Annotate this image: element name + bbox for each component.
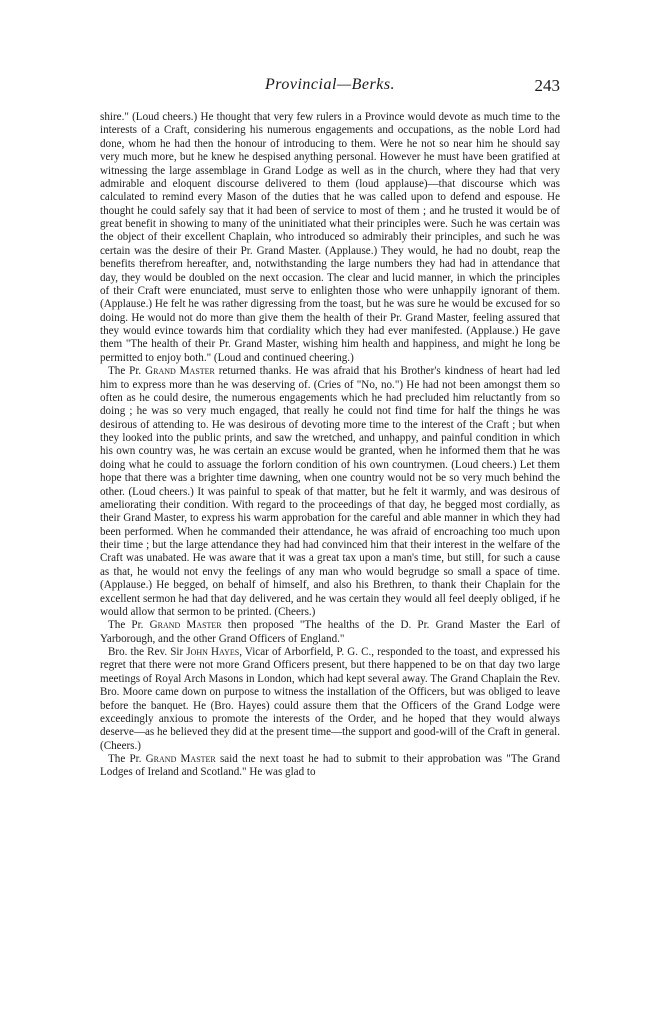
running-title: Provincial—Berks. [264, 76, 396, 93]
paragraph-4 [100, 646, 560, 753]
paragraph-1-text: shire." (Loud cheers.) He thought that very few rulers in a Province would devote as much time to the interests of a Craft, considering his numerous engagements and occupations, as the noble Lord had done, whom he had then the honour of introducing to them. Were he not so near him he should say very much more, but he knew he despised anything personal. However he must have been gratified at witnessing the large assemblage in Grand Lodge as well as in the church, where they had that very admirable and eloquent discourse delivered to them (loud applause)—that discourse which was calculated to remind every Mason of the duties that he was called upon to defend and espouse. He thought he could safely say that it had been of service to most of them ; and he trusted it would be of great benefit in showing to many of the uninitiated what their principles were. Such he was certain was the object of their excellent Chaplain, who introduced so admirably their principles, and such he was certain was the desire of their Pr. Grand Master. (Applause.) They would, he had no doubt, reap the benefits therefrom hereafter, and, notwithstanding the large numbers they had had in attendance that day, they would be doubled on the next occasion. The clear and lucid manner, in which the principles of their Craft were enunciated, must serve to enlighten those who were unhappily ignorant of them. (Applause.) He felt he was rather digressing from the toast, but he was sure he would be excused for so doing. He would not do more than give them the health of their Pr. Grand Master, feeling assured that they would evince towards him that cordiality which they had ever manifested. (Applause.) He gave them "The health of their Pr. Grand Master, wishing him health and happiness, and might he long be permitted to enjoy both." (Loud and continued cheering.) [100, 111, 560, 364]
paragraph-5 [100, 753, 560, 780]
paragraph-4-lead: Bro. the Rev. Sir [108, 646, 187, 658]
page-number: 243 [534, 76, 560, 95]
paragraph-5-text: said the next toast he had to submit to their approbation was "The Grand Lodges of Ireland and Scotland." He was glad to [100, 753, 560, 779]
paragraph-2-text: returned thanks. He was afraid that his Brother's kindness of heart had led him to express more than he was deserving of. (Cries of "No, no.") He had not been amongst them so often as he could desire, the numerous engagements which he had precluded him reluctantly from so doing ; he was so very much engaged, that really he could not find time for half the things he was desirous of attending to. He was desirous of devoting more time to the interest of the Craft ; but when they looked into the public prints, and saw the wretched, and unhappy, and painful condition in which his own country was, he was certain an excuse would be granted, when he informed them that he was doing what he could to assuage the forlorn condition of his own countrymen. (Loud cheers.) Let them hope that there was a brighter time dawning, when one country would not be so very much behind the other. (Loud cheers.) It was painful to speak of that matter, but he felt it warmly, and was desirous of ameliorating their condition. With regard to the proceedings of that day, he begged most cordially, as their Grand Master, to express his warm approbation for the careful and able manner in which they had been performed. When he commanded their attendance, he was afraid of encroaching too much upon their time ; but the large attendance they had had convinced him that their interest in the welfare of the Craft was unabated. He was aware that it was a great tax upon a man's time, but still, for such a cause as that, he would not envy the feelings of any man who would begrudge so small a space of time. (Applause.) He begged, on behalf of himself, and also his Brethren, to thank their Chaplain for the excellent sermon he had that day delivered, and he was certain they would all feel deeply obliged, if he would allow that sermon to be printed. (Cheers.) [100, 365, 561, 618]
paragraph-5-lead: The Pr. [108, 753, 146, 765]
page-header [100, 76, 560, 100]
paragraph-3-lead: The Pr. [108, 619, 150, 632]
paragraph-4-text: , Vicar of Arborfield, P. G. C., responded to the toast, and expressed his regret that there were not more Grand Officers present, but there happened to be on that day two large meetings of Royal Arch Masons in London, which had kept several away. The Grand Chaplain the Rev. Bro. Moore came down on purpose to witness the installation of the Officers, but was obliged to leave before the banquet. He (Bro. Hayes) could assure them that the Officers of the Grand Lodge were exceedingly anxious to promote the interests of the Order, and he hoped that they would always deserve—as he believed they did at the present time—the support and good-will of the Craft in general. (Cheers.) [100, 646, 560, 752]
speaker-name: Grand Master [149, 619, 222, 632]
paragraph-3 [100, 619, 560, 646]
paragraph-2 [100, 365, 560, 619]
speaker-name: John Hayes [186, 646, 240, 658]
paragraph-3-text: then proposed "The healths of the D. Pr. Grand Master the Earl of Yarborough, and the other Grand Officers of England." [100, 619, 561, 645]
speaker-name: Grand Master [145, 753, 216, 765]
speaker-name: Grand Master [145, 365, 215, 378]
paragraph-1 [100, 111, 560, 365]
paragraph-2-lead: The Pr. [108, 365, 146, 378]
article-body [100, 111, 560, 780]
